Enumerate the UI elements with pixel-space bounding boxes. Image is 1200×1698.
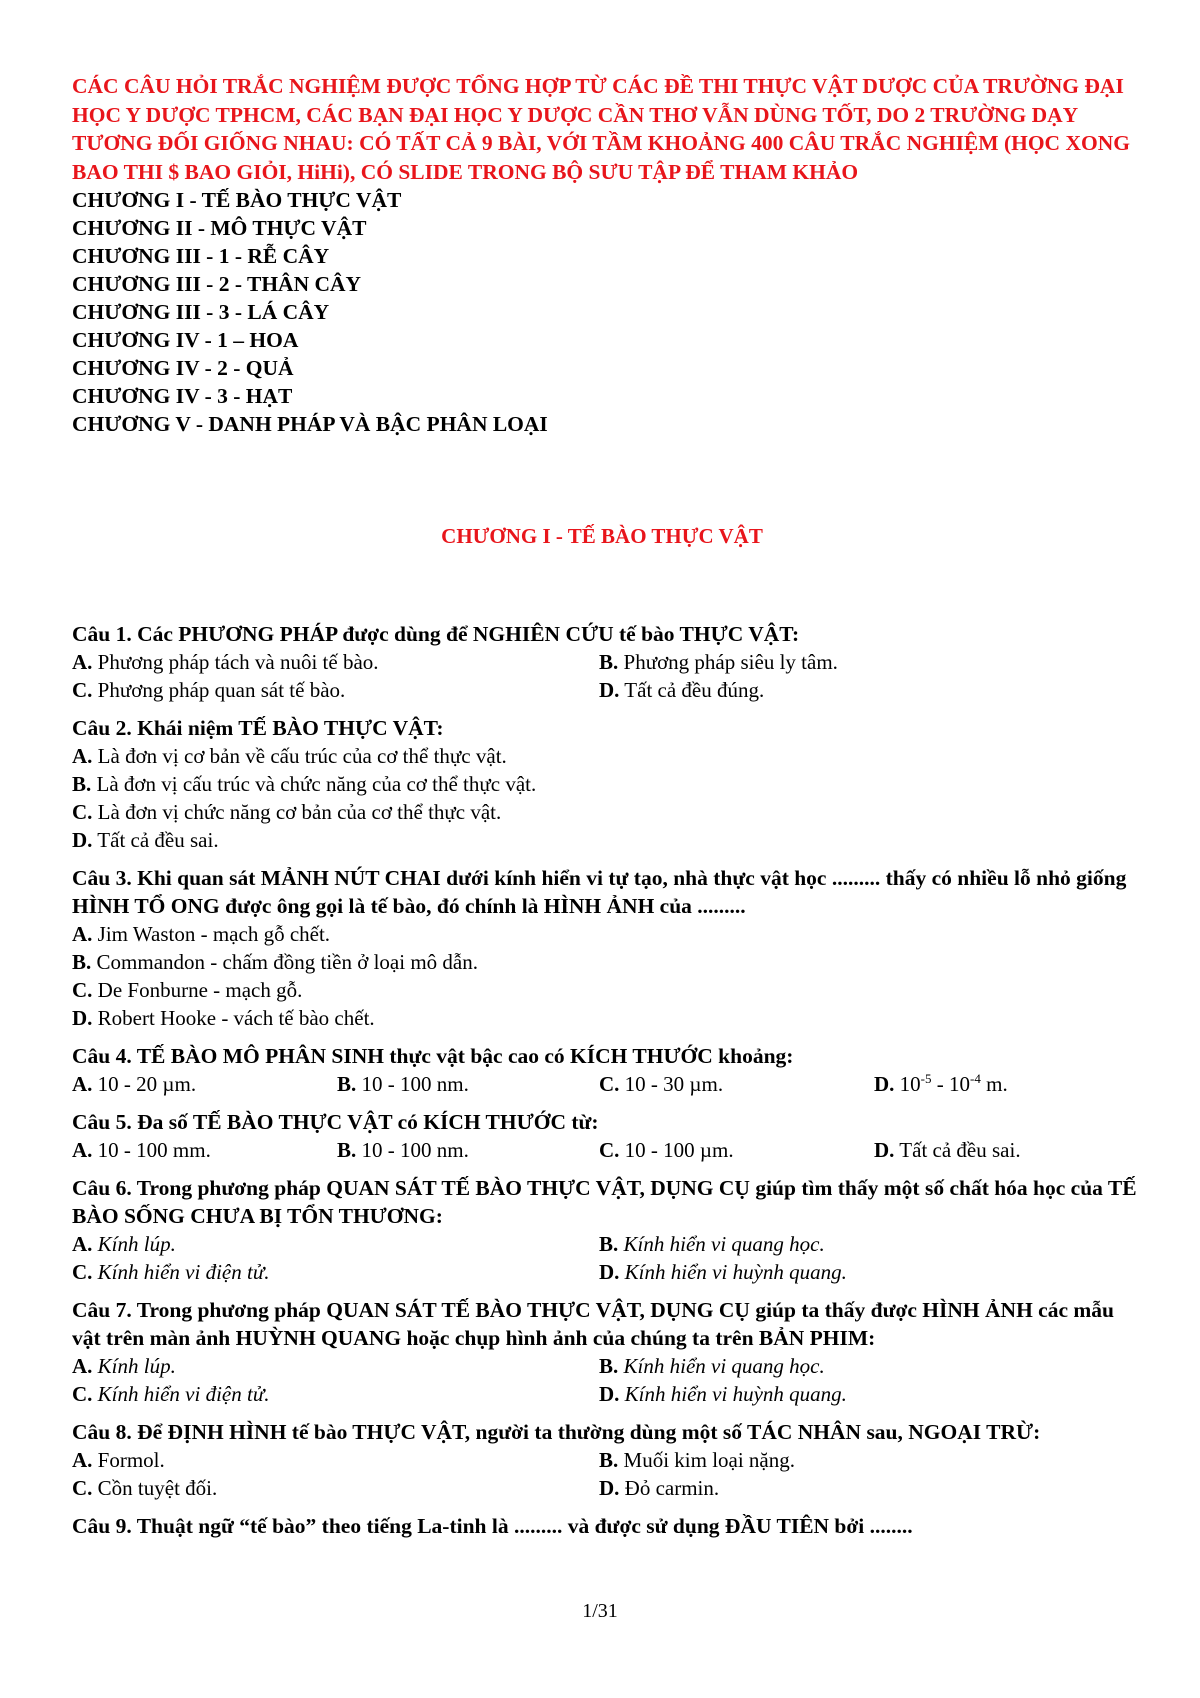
question-stem bbox=[72, 1042, 1142, 1070]
question-stem bbox=[72, 620, 1142, 648]
option-letter: C. bbox=[599, 1138, 620, 1162]
option-text: Là đơn vị chức năng cơ bản của cơ thể thực vật. bbox=[92, 800, 502, 824]
option-text: Phương pháp siêu ly tâm. bbox=[618, 650, 838, 674]
option-letter: A. bbox=[72, 1354, 93, 1378]
option-letter: B. bbox=[599, 1232, 619, 1256]
option-d bbox=[599, 1474, 1126, 1502]
toc-item: CHƯƠNG III - 1 - RỄ CÂY bbox=[72, 244, 330, 268]
option-text: - 10 bbox=[931, 1072, 971, 1096]
option-c bbox=[72, 1474, 599, 1502]
exponent: -4 bbox=[970, 1071, 981, 1086]
question-number: Câu 5. bbox=[72, 1110, 132, 1134]
option-letter: A. bbox=[72, 650, 93, 674]
option-text: 10 bbox=[894, 1072, 921, 1096]
question-9 bbox=[72, 1512, 1142, 1540]
answer-options bbox=[72, 742, 1142, 854]
option-letter: D. bbox=[72, 1006, 93, 1030]
question-6 bbox=[72, 1174, 1142, 1286]
option-letter: C. bbox=[72, 800, 93, 824]
option-letter: D. bbox=[599, 1260, 620, 1284]
option-letter: C. bbox=[599, 1072, 620, 1096]
option-c bbox=[72, 976, 1142, 1004]
option-text: Là đơn vị cơ bản về cấu trúc của cơ thể thực vật. bbox=[92, 744, 507, 768]
page-number: 1/31 bbox=[582, 1600, 618, 1622]
answer-options bbox=[72, 1352, 1142, 1408]
answer-options bbox=[72, 1446, 1142, 1502]
toc-item: CHƯƠNG V - DANH PHÁP VÀ BẬC PHÂN LOẠI bbox=[72, 412, 548, 436]
option-c bbox=[72, 676, 599, 704]
option-text: Phương pháp quan sát tế bào. bbox=[92, 678, 346, 702]
option-a bbox=[72, 1136, 337, 1164]
option-c bbox=[72, 798, 1142, 826]
option-d bbox=[599, 1258, 1126, 1286]
option-a bbox=[72, 920, 1142, 948]
question-text: Thuật ngữ “tế bào” theo tiếng La-tinh là ......... và được sử dụng ĐẦU TIÊN bởi ........ bbox=[131, 1514, 913, 1538]
question-stem bbox=[72, 1108, 1142, 1136]
exponent: -5 bbox=[920, 1071, 932, 1086]
question-4 bbox=[72, 1042, 1142, 1098]
option-letter: B. bbox=[72, 950, 92, 974]
option-text: Formol. bbox=[92, 1448, 165, 1472]
option-a bbox=[72, 1070, 337, 1098]
option-letter: A. bbox=[72, 744, 93, 768]
option-letter: C. bbox=[72, 978, 93, 1002]
option-text: Cồn tuyệt đối. bbox=[92, 1476, 218, 1500]
question-text: Khi quan sát MẢNH NÚT CHAI dưới kính hiển vi tự tạo, nhà thực vật học ......... thấy có nhiều lỗ nhỏ giống HÌNH TỔ ONG được ông gọi là tế bào, đó chính là HÌNH ẢNH của ......... bbox=[72, 866, 1127, 918]
option-letter: B. bbox=[599, 1448, 619, 1472]
option-a bbox=[72, 742, 1142, 770]
toc-item: CHƯƠNG III - 2 - THÂN CÂY bbox=[72, 272, 362, 296]
option-text: m. bbox=[980, 1072, 1008, 1096]
option-text: Jim Waston - mạch gỗ chết. bbox=[92, 922, 331, 946]
option-text: 10 - 30 µm. bbox=[619, 1072, 724, 1096]
option-b bbox=[599, 1352, 1126, 1380]
option-letter: A. bbox=[72, 1232, 93, 1256]
option-d bbox=[599, 1380, 1126, 1408]
toc-item: CHƯƠNG II - MÔ THỰC VẬT bbox=[72, 216, 367, 240]
question-number: Câu 7. bbox=[72, 1298, 132, 1322]
question-text: Các PHƯƠNG PHÁP được dùng để NGHIÊN CỨU tế bào THỰC VẬT: bbox=[131, 622, 800, 646]
question-text: Trong phương pháp QUAN SÁT TẾ BÀO THỰC VẬT, DỤNG CỤ giúp ta thấy được HÌNH ẢNH các mẫu vật trên màn ảnh HUỲNH QUANG hoặc chụp hình ảnh của chúng ta trên BẢN PHIM: bbox=[72, 1298, 1114, 1350]
question-8 bbox=[72, 1418, 1142, 1502]
question-2 bbox=[72, 714, 1142, 854]
answer-options bbox=[72, 920, 1142, 1032]
option-text: Kính hiển vi điện tử. bbox=[92, 1260, 270, 1284]
option-letter: B. bbox=[599, 1354, 619, 1378]
option-b bbox=[599, 1230, 1126, 1258]
question-number: Câu 9. bbox=[72, 1514, 132, 1538]
option-letter: C. bbox=[72, 1382, 93, 1406]
question-text: Khái niệm TẾ BÀO THỰC VẬT: bbox=[131, 716, 444, 740]
option-letter: B. bbox=[337, 1138, 357, 1162]
option-a bbox=[72, 1352, 599, 1380]
question-number: Câu 2. bbox=[72, 716, 132, 740]
option-text: Phương pháp tách và nuôi tế bào. bbox=[92, 650, 379, 674]
option-text: Đỏ carmin. bbox=[619, 1476, 720, 1500]
option-a bbox=[72, 648, 599, 676]
option-text: Kính hiển vi điện tử. bbox=[92, 1382, 270, 1406]
answer-options bbox=[72, 1136, 1142, 1164]
option-b bbox=[72, 770, 1142, 798]
question-stem bbox=[72, 1512, 1142, 1540]
toc-item: CHƯƠNG III - 3 - LÁ CÂY bbox=[72, 300, 330, 324]
option-letter: B. bbox=[72, 772, 92, 796]
option-letter: B. bbox=[599, 650, 619, 674]
option-text: 10 - 100 µm. bbox=[619, 1138, 734, 1162]
question-stem bbox=[72, 864, 1142, 920]
question-number: Câu 3. bbox=[72, 866, 132, 890]
option-letter: D. bbox=[599, 1476, 620, 1500]
option-letter: D. bbox=[599, 678, 620, 702]
toc-item: CHƯƠNG IV - 3 - HẠT bbox=[72, 384, 293, 408]
option-text: Robert Hooke - vách tế bào chết. bbox=[92, 1006, 375, 1030]
question-5 bbox=[72, 1108, 1142, 1164]
option-text: Kính hiển vi quang học. bbox=[618, 1354, 825, 1378]
option-text: Là đơn vị cấu trúc và chức năng của cơ thể thực vật. bbox=[91, 772, 537, 796]
document-page bbox=[72, 72, 1137, 1538]
intro-paragraph: CÁC CÂU HỎI TRẮC NGHIỆM ĐƯỢC TỔNG HỢP TỪ CÁC ĐỀ THI THỰC VẬT DƯỢC CỦA TRƯỜNG ĐẠI HỌC Y DƯỢC TPHCM, CÁC BẠN ĐẠI HỌC Y DƯỢC CẦN THƠ VẪN DÙNG TỐT, DO 2 TRƯỜNG DẠY TƯƠNG ĐỐI GIỐNG NHAU: CÓ TẤT CẢ 9 BÀI, VỚI TẦM KHOẢNG 400 CÂU TRẮC NGHIỆM (HỌC XONG BAO THI $ BAO GIỎI, HiHi), CÓ SLIDE TRONG BỘ SƯU TẬP ĐỂ THAM KHẢO bbox=[72, 74, 1130, 184]
option-c bbox=[599, 1136, 874, 1164]
option-d bbox=[599, 676, 1126, 704]
option-letter: A. bbox=[72, 1072, 93, 1096]
question-number: Câu 1. bbox=[72, 622, 132, 646]
chapter-heading: CHƯƠNG I - TẾ BÀO THỰC VẬT bbox=[441, 524, 763, 548]
question-number: Câu 4. bbox=[72, 1044, 132, 1068]
question-stem bbox=[72, 1174, 1142, 1230]
option-letter: A. bbox=[72, 1448, 93, 1472]
option-letter: D. bbox=[874, 1072, 895, 1096]
option-letter: D. bbox=[599, 1382, 620, 1406]
option-text: De Fonburne - mạch gỗ. bbox=[92, 978, 303, 1002]
question-text: Trong phương pháp QUAN SÁT TẾ BÀO THỰC VẬT, DỤNG CỤ giúp tìm thấy một số chất hóa học của TẾ BÀO SỐNG CHƯA BỊ TỔN THƯƠNG: bbox=[72, 1176, 1137, 1228]
question-1 bbox=[72, 620, 1142, 704]
question-7 bbox=[72, 1296, 1142, 1408]
question-number: Câu 8. bbox=[72, 1420, 132, 1444]
option-text: Kính lúp. bbox=[92, 1232, 176, 1256]
question-stem bbox=[72, 1418, 1142, 1446]
toc-item: CHƯƠNG IV - 1 – HOA bbox=[72, 328, 299, 352]
toc-item: CHƯƠNG I - TẾ BÀO THỰC VẬT bbox=[72, 188, 402, 212]
option-d bbox=[874, 1070, 1134, 1098]
option-letter: C. bbox=[72, 678, 93, 702]
question-3 bbox=[72, 864, 1142, 1032]
option-letter: D. bbox=[874, 1138, 895, 1162]
option-letter: C. bbox=[72, 1476, 93, 1500]
option-text: Kính hiển vi huỳnh quang. bbox=[619, 1382, 847, 1406]
option-text: Kính hiển vi quang học. bbox=[618, 1232, 825, 1256]
option-d bbox=[874, 1136, 1134, 1164]
question-stem bbox=[72, 1296, 1142, 1352]
question-text: Để ĐỊNH HÌNH tế bào THỰC VẬT, người ta thường dùng một số TÁC NHÂN sau, NGOẠI TRỪ: bbox=[131, 1420, 1041, 1444]
question-text: Đa số TẾ BÀO THỰC VẬT có KÍCH THƯỚC từ: bbox=[131, 1110, 599, 1134]
option-text: Tất cả đều sai. bbox=[894, 1138, 1021, 1162]
option-text: 10 - 20 µm. bbox=[92, 1072, 197, 1096]
option-b bbox=[599, 1446, 1126, 1474]
option-letter: D. bbox=[72, 828, 93, 852]
option-c bbox=[72, 1258, 599, 1286]
option-a bbox=[72, 1446, 599, 1474]
option-c bbox=[72, 1380, 599, 1408]
option-b bbox=[72, 948, 1142, 976]
question-number: Câu 6. bbox=[72, 1176, 132, 1200]
option-letter: A. bbox=[72, 922, 93, 946]
table-of-contents bbox=[72, 186, 1132, 438]
option-text: Kính hiển vi huỳnh quang. bbox=[619, 1260, 847, 1284]
option-text: Tất cả đều đúng. bbox=[619, 678, 765, 702]
option-b bbox=[337, 1136, 599, 1164]
option-b bbox=[337, 1070, 599, 1098]
option-letter: A. bbox=[72, 1138, 93, 1162]
option-d bbox=[72, 826, 1142, 854]
question-stem bbox=[72, 714, 1142, 742]
answer-options bbox=[72, 1070, 1142, 1098]
question-text: TẾ BÀO MÔ PHÂN SINH thực vật bậc cao có KÍCH THƯỚC khoảng: bbox=[131, 1044, 794, 1068]
toc-item: CHƯƠNG IV - 2 - QUẢ bbox=[72, 356, 294, 380]
option-text: 10 - 100 nm. bbox=[356, 1138, 469, 1162]
question-list bbox=[72, 620, 1142, 1550]
option-letter: B. bbox=[337, 1072, 357, 1096]
option-a bbox=[72, 1230, 599, 1258]
answer-options bbox=[72, 648, 1142, 704]
option-text: Tất cả đều sai. bbox=[92, 828, 219, 852]
option-text: Muối kim loại nặng. bbox=[618, 1448, 796, 1472]
option-d bbox=[72, 1004, 1142, 1032]
option-text: Commandon - chấm đồng tiền ở loại mô dẫn. bbox=[91, 950, 478, 974]
option-text: Kính lúp. bbox=[92, 1354, 176, 1378]
answer-options bbox=[72, 1230, 1142, 1286]
option-letter: C. bbox=[72, 1260, 93, 1284]
option-c bbox=[599, 1070, 874, 1098]
option-text: 10 - 100 mm. bbox=[92, 1138, 211, 1162]
option-b bbox=[599, 648, 1126, 676]
option-text: 10 - 100 nm. bbox=[356, 1072, 469, 1096]
